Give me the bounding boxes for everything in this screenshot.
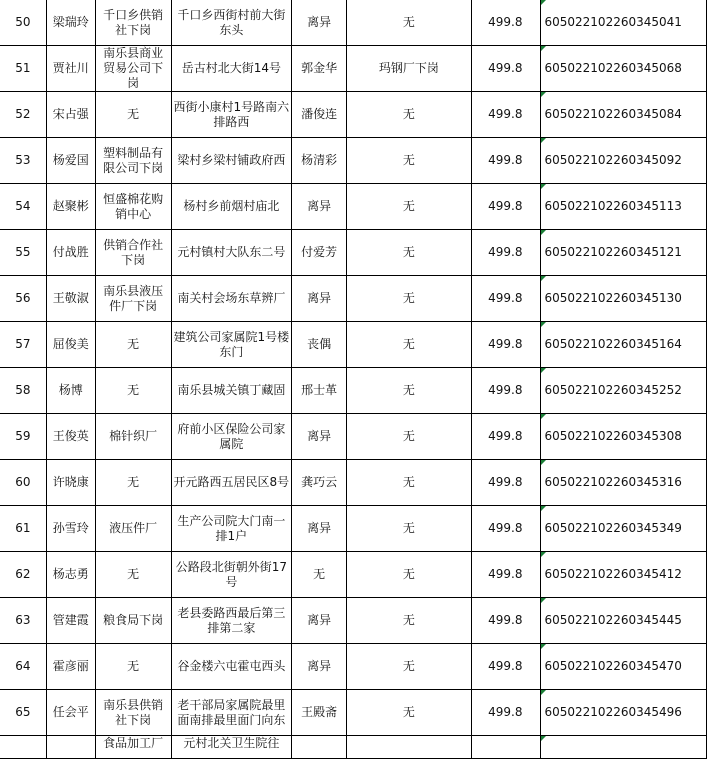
work-unit: 无 <box>95 322 171 368</box>
home-address: 岳古村北大街14号 <box>171 46 292 92</box>
work-unit: 食品加工厂 <box>95 736 171 759</box>
account-number: 605022102260345121 <box>541 230 707 276</box>
spouse-unit: 无 <box>347 184 472 230</box>
spouse-unit: 无 <box>347 92 472 138</box>
person-name: 屈俊美 <box>46 322 95 368</box>
person-name: 贾社川 <box>46 46 95 92</box>
person-name <box>46 736 95 759</box>
work-unit: 粮食局下岗 <box>95 598 171 644</box>
account-number: 605022102260345084 <box>541 92 707 138</box>
person-name: 任会平 <box>46 690 95 736</box>
spouse-unit: 无 <box>347 322 472 368</box>
row-number: 65 <box>0 690 46 736</box>
account-number: 605022102260345412 <box>541 552 707 598</box>
table-row <box>0 368 707 414</box>
benefit-amount: 499.8 <box>471 276 541 322</box>
work-unit: 棉针织厂 <box>95 414 171 460</box>
account-number: 605022102260345445 <box>541 598 707 644</box>
spouse-name: 离异 <box>292 0 347 46</box>
row-number: 60 <box>0 460 46 506</box>
spouse-unit: 无 <box>347 414 472 460</box>
work-unit: 千口乡供销社下岗 <box>95 0 171 46</box>
work-unit: 无 <box>95 460 171 506</box>
account-number: 605022102260345092 <box>541 138 707 184</box>
table-row <box>0 506 707 552</box>
spouse-name: 杨清彩 <box>292 138 347 184</box>
spouse-unit: 无 <box>347 276 472 322</box>
benefit-amount: 499.8 <box>471 184 541 230</box>
home-address: 谷金楼六屯霍屯西头 <box>171 644 292 690</box>
person-name: 宋占强 <box>46 92 95 138</box>
spouse-unit: 无 <box>347 552 472 598</box>
person-name: 梁瑞玲 <box>46 0 95 46</box>
table-row <box>0 322 707 368</box>
benefit-amount: 499.8 <box>471 644 541 690</box>
home-address: 建筑公司家属院1号楼东门 <box>171 322 292 368</box>
benefit-amount: 499.8 <box>471 322 541 368</box>
account-number: 605022102260345130 <box>541 276 707 322</box>
spouse-name <box>292 736 347 759</box>
benefit-amount: 499.8 <box>471 138 541 184</box>
person-name: 许晓康 <box>46 460 95 506</box>
row-number: 50 <box>0 0 46 46</box>
row-number: 61 <box>0 506 46 552</box>
home-address: 老干部局家属院最里面南排最里面门向东 <box>171 690 292 736</box>
home-address: 元村镇村大队东二号 <box>171 230 292 276</box>
benefit-amount: 499.8 <box>471 46 541 92</box>
home-address: 元村北关卫生院往 <box>171 736 292 759</box>
person-name: 王俊英 <box>46 414 95 460</box>
table-row <box>0 644 707 690</box>
spouse-unit <box>347 736 472 759</box>
benefit-amount: 499.8 <box>471 92 541 138</box>
table-row <box>0 460 707 506</box>
account-number: 605022102260345349 <box>541 506 707 552</box>
account-number: 605022102260345316 <box>541 460 707 506</box>
table-row <box>0 552 707 598</box>
person-name: 王敬淑 <box>46 276 95 322</box>
account-number: 605022102260345068 <box>541 46 707 92</box>
work-unit: 恒盛棉花购销中心 <box>95 184 171 230</box>
benefit-amount: 499.8 <box>471 690 541 736</box>
benefit-amount: 499.8 <box>471 368 541 414</box>
table-row <box>0 0 707 46</box>
person-name: 孙雪玲 <box>46 506 95 552</box>
work-unit: 南乐县供销社下岗 <box>95 690 171 736</box>
spouse-name: 龚巧云 <box>292 460 347 506</box>
work-unit: 无 <box>95 644 171 690</box>
work-unit: 无 <box>95 92 171 138</box>
spouse-unit: 无 <box>347 598 472 644</box>
spouse-name: 离异 <box>292 414 347 460</box>
spouse-name: 丧偶 <box>292 322 347 368</box>
home-address: 南乐县城关镇丁藏固 <box>171 368 292 414</box>
spouse-name: 离异 <box>292 644 347 690</box>
person-name: 杨爱国 <box>46 138 95 184</box>
account-number: 605022102260345113 <box>541 184 707 230</box>
spouse-unit: 无 <box>347 506 472 552</box>
row-number: 51 <box>0 46 46 92</box>
spouse-name: 郭金华 <box>292 46 347 92</box>
table-row <box>0 414 707 460</box>
home-address: 千口乡西街村前大街东头 <box>171 0 292 46</box>
person-name: 管建霞 <box>46 598 95 644</box>
table-row <box>0 92 707 138</box>
table-row <box>0 46 707 92</box>
spouse-name: 邢士革 <box>292 368 347 414</box>
table-row <box>0 230 707 276</box>
account-number: 605022102260345308 <box>541 414 707 460</box>
work-unit: 塑料制品有限公司下岗 <box>95 138 171 184</box>
spouse-name: 离异 <box>292 276 347 322</box>
person-name: 赵聚彬 <box>46 184 95 230</box>
spouse-unit: 无 <box>347 0 472 46</box>
benefit-amount <box>471 736 541 759</box>
account-number: 605022102260345252 <box>541 368 707 414</box>
table-row <box>0 690 707 736</box>
work-unit: 无 <box>95 368 171 414</box>
home-address: 西街小康村1号路南六排路西 <box>171 92 292 138</box>
row-number: 54 <box>0 184 46 230</box>
home-address: 老县委路西最后第三排第二家 <box>171 598 292 644</box>
row-number: 55 <box>0 230 46 276</box>
spouse-name: 潘俊连 <box>292 92 347 138</box>
work-unit: 无 <box>95 552 171 598</box>
row-number: 52 <box>0 92 46 138</box>
benefit-amount: 499.8 <box>471 598 541 644</box>
home-address: 开元路西五居民区8号 <box>171 460 292 506</box>
spouse-unit: 无 <box>347 138 472 184</box>
spouse-name: 付爱芳 <box>292 230 347 276</box>
spouse-name: 离异 <box>292 184 347 230</box>
spouse-unit: 无 <box>347 460 472 506</box>
person-name: 付战胜 <box>46 230 95 276</box>
home-address: 南关村会场东草辨厂 <box>171 276 292 322</box>
spouse-name: 离异 <box>292 506 347 552</box>
home-address: 公路段北街朝外街17号 <box>171 552 292 598</box>
benefit-amount: 499.8 <box>471 506 541 552</box>
work-unit: 液压件厂 <box>95 506 171 552</box>
row-number: 63 <box>0 598 46 644</box>
person-name: 杨志勇 <box>46 552 95 598</box>
table-row <box>0 276 707 322</box>
spouse-unit: 无 <box>347 690 472 736</box>
row-number: 56 <box>0 276 46 322</box>
table-row <box>0 138 707 184</box>
table-row <box>0 184 707 230</box>
account-number: 605022102260345470 <box>541 644 707 690</box>
table-row-partial <box>0 736 707 759</box>
home-address: 府前小区保险公司家属院 <box>171 414 292 460</box>
spouse-name: 王殿斋 <box>292 690 347 736</box>
row-number: 59 <box>0 414 46 460</box>
person-name: 杨博 <box>46 368 95 414</box>
row-number: 64 <box>0 644 46 690</box>
home-address: 生产公司院大门南一排1户 <box>171 506 292 552</box>
table-row <box>0 598 707 644</box>
home-address: 杨村乡前烟村庙北 <box>171 184 292 230</box>
spouse-name: 无 <box>292 552 347 598</box>
spouse-name: 离异 <box>292 598 347 644</box>
benefit-amount: 499.8 <box>471 552 541 598</box>
person-name: 霍彦丽 <box>46 644 95 690</box>
benefit-amount: 499.8 <box>471 0 541 46</box>
benefit-amount: 499.8 <box>471 414 541 460</box>
account-number: 605022102260345496 <box>541 690 707 736</box>
account-number: 605022102260345164 <box>541 322 707 368</box>
benefit-amount: 499.8 <box>471 460 541 506</box>
spouse-unit: 玛钢厂下岗 <box>347 46 472 92</box>
row-number: 53 <box>0 138 46 184</box>
spouse-unit: 无 <box>347 368 472 414</box>
row-number: 62 <box>0 552 46 598</box>
account-number <box>541 736 707 759</box>
work-unit: 南乐县液压件厂下岗 <box>95 276 171 322</box>
work-unit: 南乐县商业贸易公司下岗 <box>95 46 171 92</box>
spouse-unit: 无 <box>347 230 472 276</box>
row-number <box>0 736 46 759</box>
home-address: 梁村乡梁村铺政府西 <box>171 138 292 184</box>
account-number: 605022102260345041 <box>541 0 707 46</box>
row-number: 57 <box>0 322 46 368</box>
benefit-amount: 499.8 <box>471 230 541 276</box>
work-unit: 供销合作社下岗 <box>95 230 171 276</box>
row-number: 58 <box>0 368 46 414</box>
spouse-unit: 无 <box>347 644 472 690</box>
